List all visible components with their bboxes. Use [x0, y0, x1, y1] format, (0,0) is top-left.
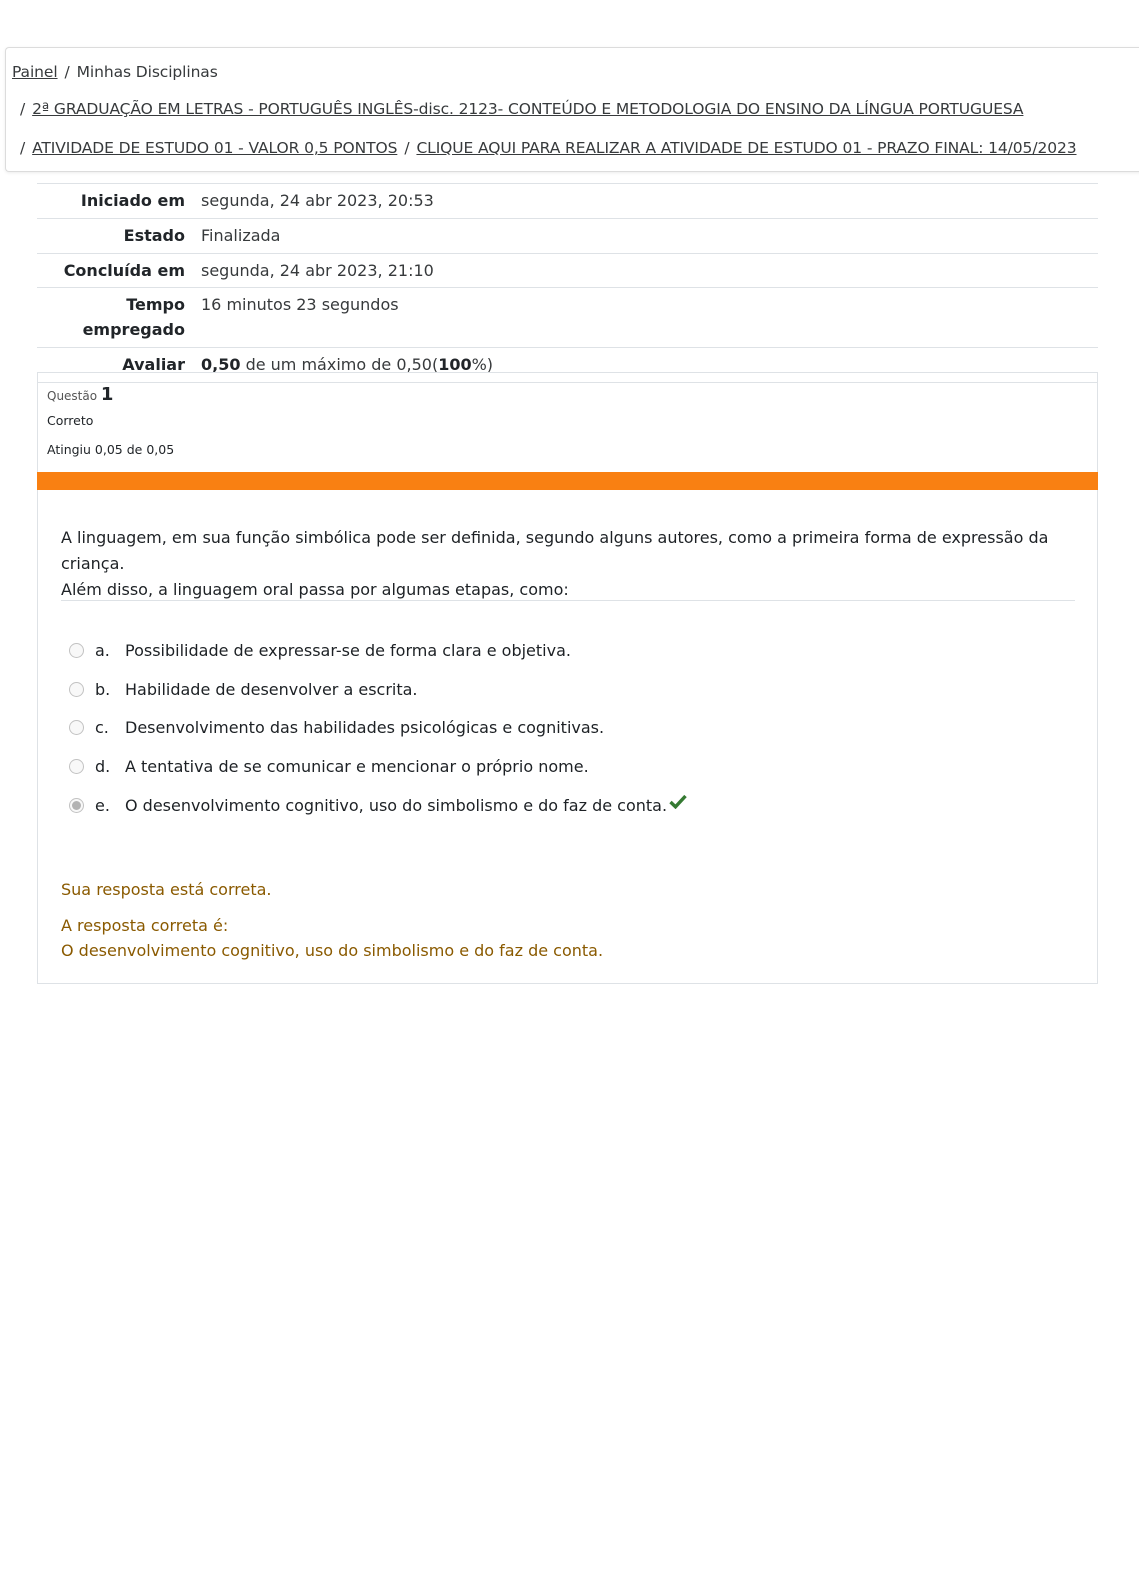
- breadcrumb-line-2: [20, 100, 1023, 118]
- question-number: [47, 384, 1088, 405]
- breadcrumb-quiz-link[interactable]: CLIQUE AQUI PARA REALIZAR A ATIVIDADE DE ESTUDO 01 - PRAZO FINAL: 14/05/2023: [416, 139, 1077, 157]
- answer-letter: c.: [95, 718, 109, 738]
- answer-letter: e.: [95, 795, 110, 815]
- time-label-line-1: Tempo: [126, 295, 185, 315]
- breadcrumb-course-link[interactable]: 2ª GRADUAÇÃO EM LETRAS - PORTUGUÊS INGLÊS-disc. 2123- CONTEÚDO E METODOLOGIA DO ENSINO DA LÍNGUA PORTUGUESA: [32, 100, 1024, 118]
- question-accent-bar: [37, 472, 1098, 490]
- answer-option-a[interactable]: [69, 631, 687, 670]
- answer-option-c[interactable]: [69, 708, 687, 747]
- question-label: Questão: [47, 389, 98, 403]
- breadcrumb: [5, 47, 1139, 172]
- radio-button[interactable]: [69, 643, 84, 658]
- radio-button[interactable]: [69, 720, 84, 735]
- breadcrumb-activity-link[interactable]: ATIVIDADE DE ESTUDO 01 - VALOR 0,5 PONTOS: [32, 139, 398, 157]
- breadcrumb-line-3: [20, 139, 1077, 157]
- attempt-summary-table: [37, 183, 1098, 383]
- summary-row-started: [37, 184, 1098, 219]
- answer-letter: d.: [95, 756, 111, 776]
- answer-text: Habilidade de desenvolver a escrita.: [125, 679, 418, 699]
- feedback: [61, 879, 1071, 963]
- question-text: [61, 525, 1071, 603]
- question-divider: [61, 600, 1075, 601]
- answer-option-b[interactable]: [69, 670, 687, 709]
- right-answer-label: A resposta correta é:: [61, 916, 229, 935]
- grade-mid: de um máximo de 0,50(: [240, 354, 439, 374]
- completed-label: Concluída em: [63, 260, 185, 280]
- question-info: [38, 373, 1097, 471]
- question-state: Correto: [47, 413, 94, 428]
- check-icon: [669, 794, 687, 809]
- state-value: Finalizada: [201, 225, 281, 245]
- breadcrumb-separator: /: [64, 63, 70, 81]
- summary-row-completed: [37, 254, 1098, 289]
- right-answer-text: O desenvolvimento cognitivo, uso do simbolismo e do faz de conta.: [61, 941, 604, 960]
- completed-value: segunda, 24 abr 2023, 21:10: [201, 260, 434, 280]
- answer-list: [69, 631, 687, 824]
- time-value: 16 minutos 23 segundos: [201, 295, 399, 315]
- breadcrumb-painel-link[interactable]: Painel: [12, 63, 58, 81]
- answer-text: O desenvolvimento cognitivo, uso do simbolismo e do faz de conta.: [125, 795, 668, 815]
- grade-end: %): [471, 354, 494, 374]
- radio-button[interactable]: [69, 759, 84, 774]
- radio-button-selected[interactable]: [69, 798, 84, 813]
- grade-label: Avaliar: [122, 354, 185, 374]
- summary-row-state: [37, 219, 1098, 254]
- breadcrumb-separator: /: [20, 100, 26, 118]
- feedback-text: Sua resposta está correta.: [61, 880, 272, 899]
- started-value: segunda, 24 abr 2023, 20:53: [201, 191, 434, 210]
- question-number-value: 1: [100, 384, 114, 405]
- answer-option-d[interactable]: [69, 747, 687, 786]
- question-text-line-1: A linguagem, em sua função simbólica pode ser definida, segundo alguns autores, como a primeira forma de expressão da criança.: [61, 528, 1049, 573]
- question-grade: Atingiu 0,05 de 0,05: [47, 442, 175, 457]
- grade-score: 0,50: [201, 354, 241, 374]
- breadcrumb-separator: /: [20, 139, 26, 157]
- question-text-line-2: Além disso, a linguagem oral passa por algumas etapas, como:: [61, 580, 569, 599]
- answer-letter: b.: [95, 679, 111, 699]
- time-label-line-2: empregado: [82, 320, 185, 340]
- answer-option-e[interactable]: [69, 786, 687, 825]
- summary-row-time: [37, 288, 1098, 348]
- answer-letter: a.: [95, 640, 110, 660]
- answer-text: A tentativa de se comunicar e mencionar o próprio nome.: [125, 756, 589, 776]
- radio-button[interactable]: [69, 682, 84, 697]
- breadcrumb-line-1: [12, 63, 218, 81]
- answer-text: Possibilidade de expressar-se de forma clara e objetiva.: [125, 640, 571, 660]
- question-card: [37, 372, 1098, 984]
- breadcrumb-separator: /: [404, 139, 410, 157]
- answer-text: Desenvolvimento das habilidades psicológicas e cognitivas.: [125, 718, 605, 738]
- grade-percent: 100: [438, 354, 472, 374]
- state-label: Estado: [123, 225, 185, 245]
- time-label: [37, 293, 201, 343]
- breadcrumb-minhas-disciplinas: Minhas Disciplinas: [76, 63, 218, 81]
- started-label: Iniciado em: [80, 191, 185, 210]
